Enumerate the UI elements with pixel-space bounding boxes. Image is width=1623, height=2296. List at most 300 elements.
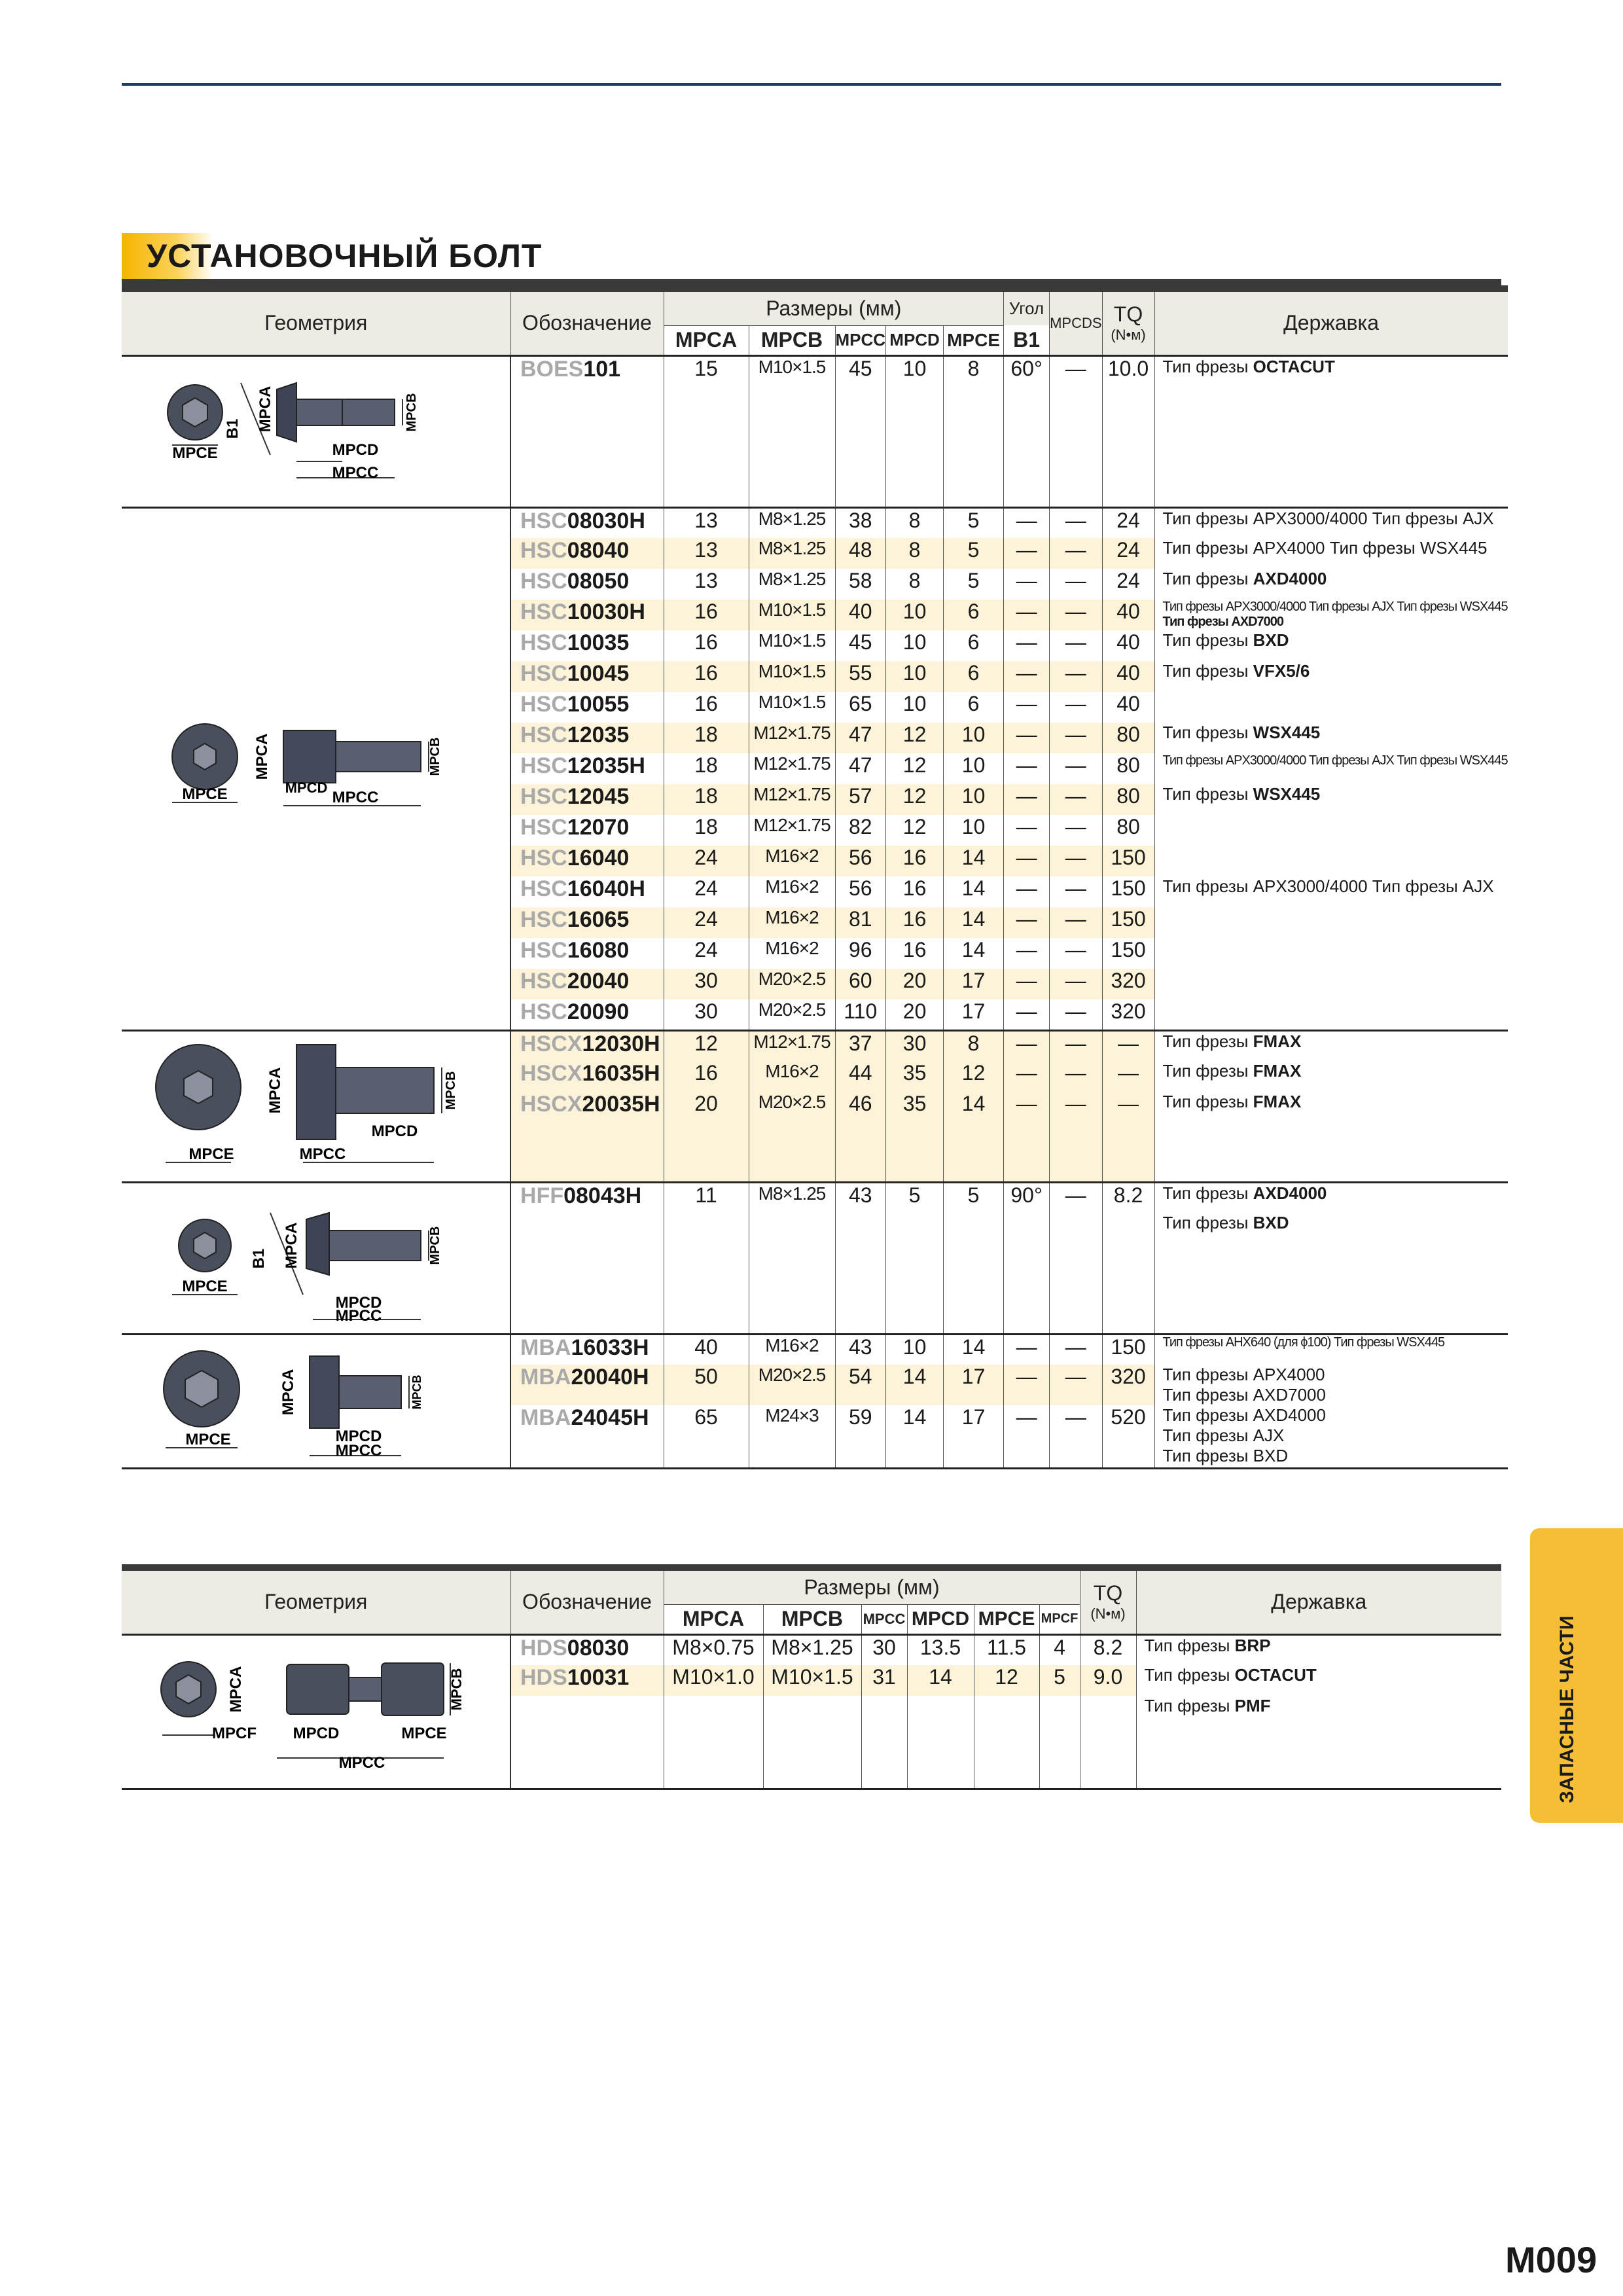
designation[interactable]: [510, 355, 664, 507]
cell-b1: —: [1004, 569, 1050, 600]
cell-b: M20×2.5: [749, 969, 835, 999]
designation-prefix: HSC: [520, 938, 567, 963]
header-mpcb: MPCB: [763, 1604, 861, 1634]
cell-e: 10: [944, 723, 1004, 753]
holder-text: Тип фрезы: [1162, 630, 1253, 650]
cell-c: 47: [835, 753, 886, 784]
cell-b1: —: [1004, 815, 1050, 846]
designation-prefix: MBA: [520, 1405, 571, 1430]
cell-d: 16: [886, 876, 944, 907]
cell-a: 13: [664, 538, 749, 569]
designation[interactable]: [510, 1405, 664, 1468]
holder-type: BRP: [1234, 1635, 1271, 1655]
designation-prefix: HDS: [520, 1635, 567, 1660]
cell-c: 54: [835, 1365, 886, 1405]
designation-code: 101: [583, 356, 621, 382]
designation[interactable]: [510, 1030, 664, 1061]
cell-b1: —: [1004, 969, 1050, 999]
designation-prefix: HSC: [520, 600, 567, 624]
cell-e: 6: [944, 630, 1004, 661]
holder-text: Тип фрезы: [1144, 1635, 1235, 1655]
cell-tq: 8.2: [1080, 1634, 1136, 1665]
designation[interactable]: [510, 846, 664, 876]
header-holder: Державка: [1154, 289, 1508, 355]
cell-d: 10: [886, 600, 944, 630]
cell-b1: —: [1004, 600, 1050, 630]
cell-c: 38: [835, 507, 886, 538]
cell-b: M12×1.75: [749, 784, 835, 815]
designation[interactable]: [510, 630, 664, 661]
cell-tq: 320: [1102, 969, 1154, 999]
designation[interactable]: [510, 969, 664, 999]
designation[interactable]: [510, 999, 664, 1030]
dim-label-mpca: MPCA: [282, 1222, 300, 1269]
cell-a: 16: [664, 1061, 749, 1092]
cell-d: 10: [886, 661, 944, 692]
cell-b: M10×1.5: [749, 355, 835, 507]
designation-prefix: HSCX: [520, 1092, 582, 1117]
geometry-cell: [122, 355, 510, 507]
cell-f: 5: [1039, 1665, 1080, 1696]
dim-label-mpcc: MPCC: [335, 1441, 382, 1460]
holder-text: Тип фрезы: [1162, 569, 1253, 588]
designation-code: 20040H: [571, 1365, 649, 1390]
cell-a: 50: [664, 1365, 749, 1405]
cell-d: 13.5: [907, 1634, 974, 1665]
cell-ds: —: [1050, 1365, 1102, 1405]
cell-e: 6: [944, 661, 1004, 692]
designation-code: 12035: [567, 723, 630, 747]
cell-f: [1039, 1696, 1080, 1789]
boes-bolt-diagram: [133, 357, 499, 501]
dim-label-mpcb: MPCB: [443, 1071, 458, 1110]
cell-c: 60: [835, 969, 886, 999]
cell-e: 14: [944, 938, 1004, 969]
mba-bolt-diagram: [133, 1336, 499, 1461]
geometry-cell: [122, 1634, 510, 1789]
designation[interactable]: [510, 1092, 664, 1182]
cell-a: 20: [664, 1092, 749, 1182]
page-number: M009: [1505, 2239, 1597, 2280]
holder-cell: [1154, 876, 1508, 907]
designation-prefix: MBA: [520, 1365, 571, 1390]
dim-label-mpcd: MPCD: [335, 1427, 382, 1445]
cell-tq: 80: [1102, 753, 1154, 784]
cell-e: 12: [944, 1061, 1004, 1092]
cell-ds: —: [1050, 692, 1102, 723]
designation-code: 08043H: [563, 1183, 642, 1208]
section-title-text: УСТАНОВОЧНЫЙ БОЛТ: [147, 238, 543, 274]
designation-prefix: HDS: [520, 1665, 567, 1690]
designation[interactable]: [510, 815, 664, 846]
designation[interactable]: [510, 1182, 664, 1213]
designation-prefix: HSC: [520, 969, 567, 994]
cell-d: 20: [886, 999, 944, 1030]
designation-code: 16033H: [571, 1335, 649, 1360]
cell-b1: —: [1004, 723, 1050, 753]
holder-text: Тип фрезы: [1162, 356, 1253, 376]
designation-code: 10055: [567, 692, 630, 717]
cell-a: 40: [664, 1334, 749, 1365]
cell-tq: 80: [1102, 815, 1154, 846]
cell-b: M10×1.5: [749, 661, 835, 692]
cell-d: 8: [886, 538, 944, 569]
designation[interactable]: [510, 1634, 664, 1665]
holder-cell: [1154, 569, 1508, 600]
cell-a: M8×0.75: [664, 1634, 763, 1665]
cell-b1: 60°: [1004, 355, 1050, 507]
cell-c: 55: [835, 661, 886, 692]
cell-a: [664, 1696, 763, 1789]
cell-tq: 40: [1102, 600, 1154, 630]
holder-type: OCTACUT: [1253, 356, 1335, 376]
designation[interactable]: [510, 907, 664, 938]
designation[interactable]: [510, 569, 664, 600]
designation-code: 24045H: [571, 1405, 649, 1430]
cell-tq: 24: [1102, 507, 1154, 538]
dim-label-mpcf: MPCF: [211, 1725, 257, 1742]
dim-label-mpcc: MPCC: [338, 1754, 385, 1772]
cell-tq: 150: [1102, 1334, 1154, 1365]
designation[interactable]: [510, 1696, 664, 1789]
side-tab-label: ЗАПАСНЫЕ ЧАСТИ: [1556, 1615, 1578, 1803]
designation-code: 16040: [567, 846, 630, 870]
holder-cell: [1136, 1665, 1501, 1696]
cell-e: 14: [944, 846, 1004, 876]
cell-ds: —: [1050, 876, 1102, 907]
holder-text: Тип фрезы: [1162, 1183, 1253, 1203]
geometry-cell: [122, 1182, 510, 1334]
designation[interactable]: [510, 938, 664, 969]
cell-b1: —: [1004, 876, 1050, 907]
cell-a: 30: [664, 969, 749, 999]
cell-b: M20×2.5: [749, 1365, 835, 1405]
cell-a: 12: [664, 1030, 749, 1061]
hds-screw-diagram: [133, 1637, 499, 1781]
holder-cell: [1154, 846, 1508, 876]
cell-c: [861, 1696, 907, 1789]
dim-label-mpcc: MPCC: [335, 1307, 382, 1325]
cell-tq: 320: [1102, 1365, 1154, 1405]
cell-tq: 150: [1102, 938, 1154, 969]
holder-cell: [1154, 1334, 1508, 1365]
designation-prefix: HSCX: [520, 1031, 582, 1056]
dim-label-mpcd: MPCD: [335, 1294, 382, 1312]
holder-cell: [1154, 999, 1508, 1030]
holder-cell: [1154, 969, 1508, 999]
cell-b: M16×2: [749, 846, 835, 876]
header-mpcb: MPCB: [749, 325, 835, 355]
holder-type: BXD: [1253, 630, 1289, 650]
cell-b: M8×1.25: [749, 1182, 835, 1213]
cell-ds: —: [1050, 815, 1102, 846]
cell-tq: 40: [1102, 661, 1154, 692]
cell-c: 40: [835, 600, 886, 630]
tq-unit: (N•м): [1111, 327, 1146, 344]
cell-ds: —: [1050, 507, 1102, 538]
table-row: [122, 1634, 1501, 1665]
cell-ds: —: [1050, 538, 1102, 569]
cell-tq: —: [1102, 1061, 1154, 1092]
holder-cell: [1154, 1213, 1508, 1334]
cell-b1: —: [1004, 630, 1050, 661]
cell-e: 5: [944, 507, 1004, 538]
designation-code: 10031: [567, 1665, 630, 1690]
cell-d: 30: [886, 1030, 944, 1061]
dim-label-mpcc: MPCC: [332, 464, 378, 482]
cell-tq: 320: [1102, 999, 1154, 1030]
designation[interactable]: [510, 600, 664, 630]
holder-type: OCTACUT: [1234, 1665, 1317, 1685]
cell-tq: 40: [1102, 630, 1154, 661]
holder-type: FMAX: [1253, 1092, 1302, 1111]
cell-e: 14: [944, 876, 1004, 907]
designation[interactable]: [510, 753, 664, 784]
cell-a: 65: [664, 1405, 749, 1468]
holder-type: WSX445: [1253, 784, 1321, 804]
cell-c: 56: [835, 876, 886, 907]
designation-code: 16080: [567, 938, 630, 963]
holder-cell: [1154, 723, 1508, 753]
holder-cell: [1154, 1061, 1508, 1092]
dim-label-mpcb: MPCB: [427, 1226, 442, 1265]
cell-e: 17: [944, 1405, 1004, 1468]
cell-c: 46: [835, 1092, 886, 1182]
cell-ds: —: [1050, 600, 1102, 630]
section-title: [122, 233, 1501, 279]
geometry-cell: [122, 1334, 510, 1468]
cell-b1: —: [1004, 753, 1050, 784]
holder-extra: Тип фрезы BXD: [1162, 1446, 1289, 1465]
holder-cell: [1154, 538, 1508, 569]
designation[interactable]: [510, 1665, 664, 1696]
header-mpcds: MPCDS: [1050, 289, 1102, 355]
cell-d: 14: [886, 1405, 944, 1468]
cell-b: M10×1.5: [763, 1665, 861, 1696]
holder-type: BXD: [1253, 1213, 1289, 1232]
holder-cell: [1154, 938, 1508, 969]
designation-prefix: HSC: [520, 999, 567, 1024]
cell-b: M24×3: [749, 1405, 835, 1468]
holder-text: Тип фрезы APX3000/4000 Тип фрезы AJX Тип фрезы WSX445: [1162, 753, 1508, 768]
designation[interactable]: [510, 784, 664, 815]
holder-type: AXD4000: [1253, 569, 1327, 588]
designation-code: 12070: [567, 815, 630, 840]
designation[interactable]: [510, 661, 664, 692]
designation-code: 08040: [567, 538, 630, 563]
holder-cell: [1154, 784, 1508, 815]
cell-a: 15: [664, 355, 749, 507]
cell-tq: 150: [1102, 876, 1154, 907]
cell-e: [944, 1213, 1004, 1334]
cell-ds: —: [1050, 630, 1102, 661]
cell-a: 16: [664, 630, 749, 661]
designation-prefix: HSC: [520, 661, 567, 686]
holder-text: Тип фрезы: [1162, 1031, 1253, 1051]
cell-c: 58: [835, 569, 886, 600]
cell-a: 18: [664, 723, 749, 753]
hscx-bolt-diagram: [133, 1031, 499, 1175]
designation-code: 10035: [567, 630, 630, 655]
cell-b: M12×1.75: [749, 1030, 835, 1061]
side-tab-spare-parts[interactable]: [1530, 1528, 1623, 1823]
geometry-cell: [122, 1030, 510, 1182]
cell-b1: —: [1004, 784, 1050, 815]
cell-b1: —: [1004, 507, 1050, 538]
cell-b: M12×1.75: [749, 723, 835, 753]
cell-e: 5: [944, 1182, 1004, 1213]
cell-b1: —: [1004, 692, 1050, 723]
dim-label-mpce: MPCE: [401, 1725, 447, 1742]
holder-text: Тип фрезы: [1162, 661, 1253, 681]
cell-c: 37: [835, 1030, 886, 1061]
cell-b: M8×1.25: [763, 1634, 861, 1665]
cell-c: 59: [835, 1405, 886, 1468]
cell-b: M8×1.25: [749, 538, 835, 569]
designation-prefix: HSC: [520, 784, 567, 809]
cell-d: 10: [886, 1334, 944, 1365]
cell-f: 4: [1039, 1634, 1080, 1665]
designation[interactable]: [510, 1334, 664, 1365]
holder-cell: [1154, 600, 1508, 630]
cell-tq: 9.0: [1080, 1665, 1136, 1696]
cell-e: 14: [944, 1334, 1004, 1365]
designation[interactable]: [510, 507, 664, 538]
dim-label-b1: B1: [249, 1248, 268, 1269]
cell-a: M10×1.0: [664, 1665, 763, 1696]
header-mpcc: MPCC: [861, 1604, 907, 1634]
cell-b1: —: [1004, 907, 1050, 938]
cell-e: 5: [944, 569, 1004, 600]
dim-label-mpca: MPCA: [279, 1369, 297, 1415]
designation[interactable]: [510, 1365, 664, 1405]
cell-b1: —: [1004, 1365, 1050, 1405]
designation[interactable]: [510, 1061, 664, 1092]
dim-label-mpca: MPCA: [266, 1067, 284, 1114]
cell-b1: 90°: [1004, 1182, 1050, 1213]
cell-b: M10×1.5: [749, 692, 835, 723]
header-designation: Обозначение: [510, 1568, 664, 1634]
cell-b: [749, 1213, 835, 1334]
hff-bolt-diagram: [133, 1183, 499, 1327]
dim-label-mpcb: MPCB: [410, 1374, 423, 1409]
cell-ds: [1050, 1213, 1102, 1334]
cell-tq: 80: [1102, 723, 1154, 753]
designation-code: 10030H: [567, 600, 645, 624]
cell-b1: —: [1004, 1334, 1050, 1365]
dim-label-mpcd: MPCD: [285, 779, 327, 796]
designation-prefix: HSC: [520, 815, 567, 840]
cell-c: 82: [835, 815, 886, 846]
header-geometry: Геометрия: [122, 289, 510, 355]
designation-prefix: HSC: [520, 569, 567, 594]
cell-e: 10: [944, 784, 1004, 815]
header-mpca: MPCA: [664, 325, 749, 355]
dim-label-mpcd: MPCD: [332, 441, 378, 459]
cell-e: [974, 1696, 1039, 1789]
designation[interactable]: [510, 723, 664, 753]
cell-d: 12: [886, 815, 944, 846]
designation-code: 20090: [567, 999, 630, 1024]
dim-label-mpcb: MPCB: [404, 393, 419, 432]
cell-tq: —: [1102, 1092, 1154, 1182]
dim-label-mpcc: MPCC: [299, 1145, 346, 1163]
cell-d: 20: [886, 969, 944, 999]
holder-cell: [1154, 507, 1508, 538]
table-row: [122, 355, 1508, 507]
designation-code: 12045: [567, 784, 630, 809]
designation-prefix: BOES: [520, 356, 584, 382]
designation[interactable]: [510, 692, 664, 723]
cell-d: 10: [886, 355, 944, 507]
cell-tq: —: [1102, 1030, 1154, 1061]
cell-a: 18: [664, 784, 749, 815]
dim-label-mpcc: MPCC: [332, 788, 378, 806]
cell-c: 47: [835, 723, 886, 753]
holder-text: Тип фрезы: [1144, 1665, 1235, 1685]
cell-ds: —: [1050, 1092, 1102, 1182]
cell-b: M20×2.5: [749, 999, 835, 1030]
holder-cell: [1154, 630, 1508, 661]
table-row: [122, 1334, 1508, 1365]
designation-prefix: HSC: [520, 630, 567, 655]
holder-text: Тип фрезы: [1144, 1696, 1235, 1715]
cell-e: 8: [944, 355, 1004, 507]
designation-prefix: HSC: [520, 846, 567, 870]
holder-cell: [1154, 1182, 1508, 1213]
header-dimensions: Размеры (мм): [664, 1568, 1080, 1604]
cell-ds: —: [1050, 784, 1102, 815]
dim-label-mpce: MPCE: [181, 1278, 228, 1295]
cell-c: 31: [861, 1665, 907, 1696]
designation-prefix: HSC: [520, 508, 567, 533]
designation-prefix: HSCX: [520, 1061, 582, 1086]
holder-cell: [1136, 1696, 1501, 1789]
cell-a: 24: [664, 938, 749, 969]
dim-label-mpce: MPCE: [171, 444, 218, 462]
cell-e: 11.5: [974, 1634, 1039, 1665]
cell-ds: —: [1050, 661, 1102, 692]
cell-c: 43: [835, 1334, 886, 1365]
designation[interactable]: [510, 876, 664, 907]
cell-ds: —: [1050, 1061, 1102, 1092]
cell-e: 5: [944, 538, 1004, 569]
holder-text: Тип фрезы: [1162, 723, 1253, 742]
cell-tq: 520: [1102, 1405, 1154, 1468]
holder-text: Тип фрезы APX3000/4000 Тип фрезы AJX: [1162, 508, 1494, 528]
holder-cell: [1154, 661, 1508, 692]
designation-code: 12030H: [582, 1031, 660, 1056]
dim-label-mpce: MPCE: [188, 1145, 234, 1163]
tq-label: TQ: [1113, 302, 1143, 327]
cell-d: 12: [886, 723, 944, 753]
cell-tq: 80: [1102, 784, 1154, 815]
cell-ds: —: [1050, 846, 1102, 876]
holder-type: VFX5/6: [1253, 661, 1310, 681]
designation-prefix: HSC: [520, 538, 567, 563]
cell-a: [664, 1213, 749, 1334]
designation[interactable]: [510, 1213, 664, 1334]
cell-c: 30: [861, 1634, 907, 1665]
cell-b: M10×1.5: [749, 600, 835, 630]
cell-ds: —: [1050, 969, 1102, 999]
cell-b: M16×2: [749, 907, 835, 938]
cell-a: 16: [664, 692, 749, 723]
cell-a: 13: [664, 507, 749, 538]
designation[interactable]: [510, 538, 664, 569]
designation-code: 08050: [567, 569, 630, 594]
cell-e: 6: [944, 692, 1004, 723]
